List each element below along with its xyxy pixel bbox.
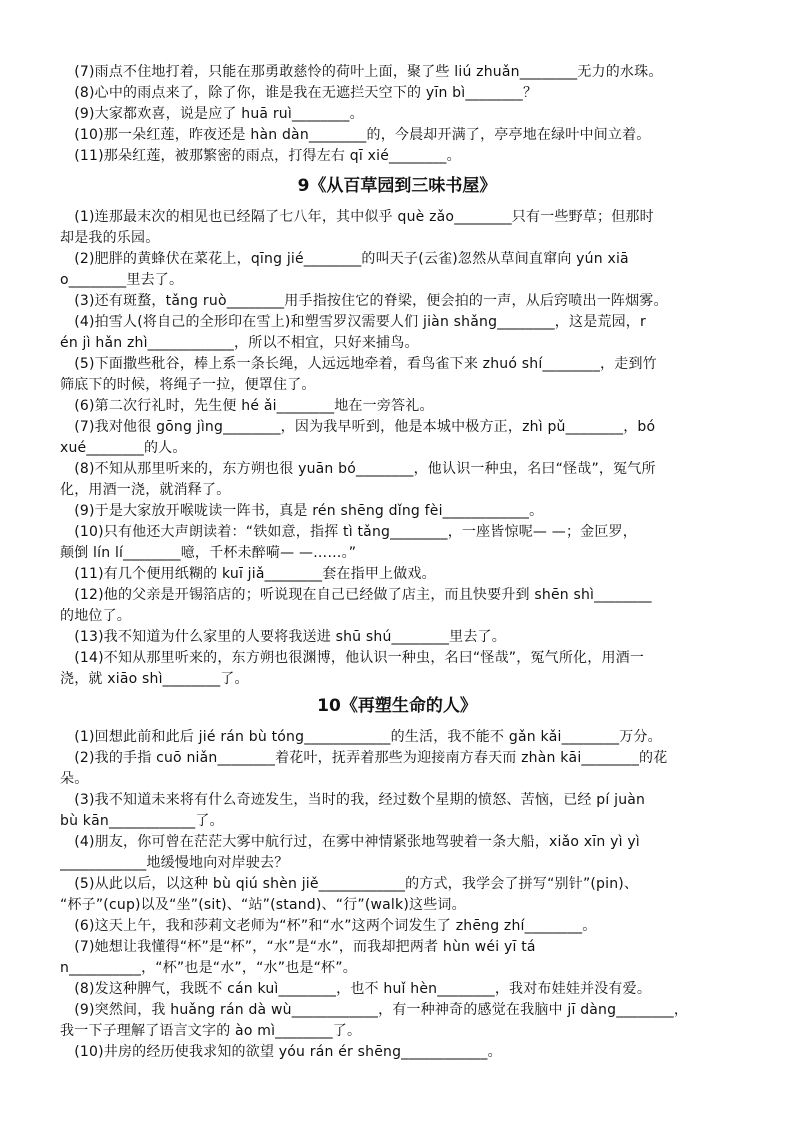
question-line: 浇，就 xiāo shì________了。	[60, 671, 249, 687]
question-line: (6)这天上午，我和莎莉文老师为“杯”和“水”这两个词发生了 zhēng zhí________。	[60, 918, 597, 934]
question-line: (4)拍雪人(将自己的全形印在雪上)和塑雪罗汉需要人们 jiàn shǎng________，这是荒园，r	[60, 314, 646, 330]
question-line: ____________地缓慢地向对岸驶去？	[60, 855, 289, 871]
question-line: (8)不知从那里听来的，东方朔也很 yuān bó________，他认识一种虫，名曰“怪哉”，冤气所	[60, 461, 656, 477]
question-line: (10)井房的经历使我求知的欲望 yóu rán ér shēng____________。	[60, 1044, 502, 1060]
question-line: n__________，“杯”也是“水”，“水”也是“杯”。	[60, 960, 357, 976]
question-line: (5)从此以后，以这种 bù qiú shèn jiě____________的方式，我学会了拼写“别针”(pin)、	[60, 876, 639, 892]
question-line: (9)于是大家放开喉咙读一阵书，真是 rén shēng dǐng fèi____________。	[60, 503, 544, 519]
question-line: 化，用酒一浇，就消释了。	[60, 482, 231, 498]
question-line: 朵。	[60, 771, 89, 787]
question-line: xué________的人。	[60, 440, 187, 456]
question-line: (12)他的父亲是开锡箔店的；听说现在自己已经做了店主，而且快要升到 shēn shì________	[60, 587, 652, 603]
question-line: (2)肥胖的黄蜂伏在菜花上，qīng jié________的叫天子(云雀)忽然从草间直窜向 yún xiā	[60, 251, 629, 267]
question-line: (14)不知从那里听来的，东方朔也很渊博，他认识一种虫，名曰“怪哉”，冤气所化，用酒一	[60, 650, 645, 666]
question-line: (1)连那最末次的相见也已经隔了七八年，其中似乎 què zǎo________只有一些野草；但那时	[60, 209, 654, 225]
question-line: (9)大家都欢喜，说是应了 huā ruì________。	[60, 106, 364, 122]
question-line: 颠倒 lín lí________噫，千杯未醉嗬— —……。”	[60, 545, 357, 561]
question-line: (8)发这种脾气，我既不 cán kuì________，也不 huǐ hèn________，我对布娃娃并没有爱。	[60, 981, 652, 997]
question-line: 的地位了。	[60, 608, 131, 624]
question-line: (4)朋友，你可曾在茫茫大雾中航行过，在雾中神情紧张地驾驶着一条大船，xiǎo xīn yì yì	[60, 834, 640, 850]
question-line: (3)还有斑蝥，tǎng ruò________用手指按住它的脊梁，便会拍的一声，从后窍喷出一阵烟雾。	[60, 293, 668, 309]
question-line: (11)有几个便用纸糊的 kuī jiǎ________套在指甲上做戏。	[60, 566, 436, 582]
question-line: (10)那一朵红莲，昨夜还是 hàn dàn________的，今晨却开满了，亭亭地在绿叶中间立着。	[60, 127, 651, 143]
question-line: “杯子”(cup)以及“坐”(sit)、“站”(stand)、“行”(walk)这些词。	[60, 897, 466, 913]
question-line: (13)我不知道为什么家里的人要将我送进 shū shú________里去了。	[60, 629, 506, 645]
question-line: én jì hǎn zhì____________，所以不相宜，只好来捕鸟。	[60, 335, 419, 351]
section-heading: 10《再塑生命的人》	[317, 696, 477, 716]
question-line: (7)我对他很 gōng jìng________，因为我早听到，他是本城中极方正，zhì pǔ________，bó	[60, 419, 656, 435]
question-line: (6)第二次行礼时，先生便 hé ǎi________地在一旁答礼。	[60, 398, 434, 414]
question-line: (2)我的手指 cuō niǎn________着花叶，抚弄着那些为迎接南方春天而 zhàn kāi________的花	[60, 750, 668, 766]
question-line: 我一下子理解了语言文字的 ào mì________了。	[60, 1023, 362, 1039]
question-line: (10)只有他还大声朗读着：“铁如意，指挥 tì tǎng________，一座皆惊呢— —；金叵罗，	[60, 524, 637, 540]
question-line: 却是我的乐园。	[60, 230, 160, 246]
question-line: (3)我不知道未来将有什么奇迹发生，当时的我，经过数个星期的愤怒、苦恼，已经 pí juàn	[60, 792, 646, 808]
question-line: (8)心中的雨点来了，除了你，谁是我在无遮拦天空下的 yīn bì________？	[60, 85, 538, 101]
question-line: (9)突然间，我 huǎng rán dà wù____________，有一种神奇的感觉在我脑中 jī dàng________，	[60, 1002, 689, 1018]
question-line: o________里去了。	[60, 272, 184, 288]
question-line: 筛底下的时候，将绳子一拉，便罩住了。	[60, 377, 316, 393]
question-line: (11)那朵红莲，被那繁密的雨点，打得左右 qī xié________。	[60, 148, 461, 164]
question-line: (7)她想让我懂得“杯”是“杯”，“水”是“水”，而我却把两者 hùn wéi yī tá	[60, 939, 536, 955]
section-heading: 9《从百草园到三味书屋》	[297, 176, 497, 196]
question-line: (7)雨点不住地打着，只能在那勇敢慈怜的荷叶上面，聚了些 liú zhuǎn________无力的水珠。	[60, 64, 663, 80]
question-line: (1)回想此前和此后 jié rán bù tóng____________的生活，我不能不 gǎn kǎi________万分。	[60, 729, 662, 745]
question-line: bù kān____________了。	[60, 813, 224, 829]
question-line: (5)下面撒些秕谷，棒上系一条长绳，人远远地牵着，看鸟雀下来 zhuó shí________，走到竹	[60, 356, 657, 372]
